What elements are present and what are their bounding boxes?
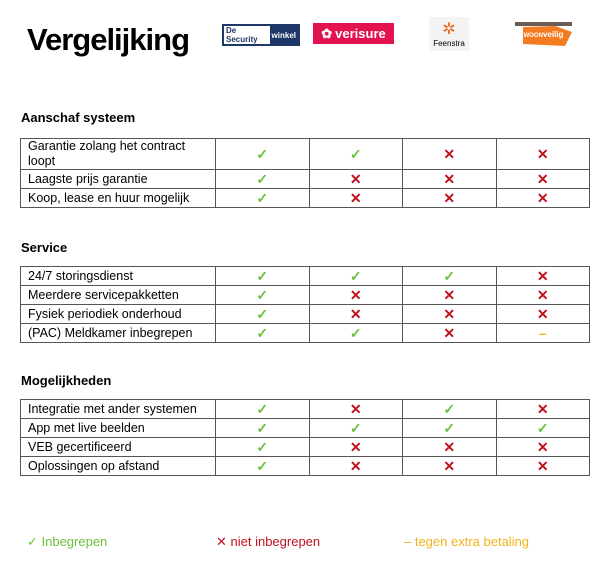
cross-icon: ✕ [496,189,590,208]
check-icon: ✓ [309,267,403,286]
cross-icon: ✕ [403,457,497,476]
check-icon: ✓ [496,419,590,438]
feature-label: Oplossingen op afstand [21,457,216,476]
dash-icon: – [496,324,590,343]
logo-text: verisure [335,26,386,41]
feature-label: 24/7 storingsdienst [21,267,216,286]
cross-icon: ✕ [496,170,590,189]
logo-feenstra [429,17,469,51]
cross-icon: ✕ [309,400,403,419]
check-icon: ✓ [216,457,310,476]
feature-label: VEB gecertificeerd [21,438,216,457]
table-row [21,267,590,286]
check-icon: ✓ [309,139,403,170]
feature-label: Integratie met ander systemen [21,400,216,419]
check-icon: ✓ [403,419,497,438]
check-icon: ✓ [216,267,310,286]
comparison-table [20,266,590,343]
table-row [21,400,590,419]
cross-icon: ✕ [496,286,590,305]
check-icon: ✓ [216,139,310,170]
table-row [21,305,590,324]
cross-icon: ✕ [496,457,590,476]
cross-icon: ✕ [403,286,497,305]
cross-icon: ✕ [403,324,497,343]
check-icon: ✓ [403,267,497,286]
check-icon: ✓ [216,324,310,343]
check-icon: ✓ [309,324,403,343]
logo-woonveilig [515,22,572,46]
table-row [21,170,590,189]
table-row [21,438,590,457]
logo-de-securitywinkel [222,24,300,46]
cross-icon: ✕ [309,305,403,324]
comparison-table [20,138,590,208]
feature-label: Garantie zolang het contract loopt [21,139,216,170]
comparison-table [20,399,590,476]
legend-extra-payment: – tegen extra betaling [404,534,530,549]
check-icon: ✓ [216,305,310,324]
logo-text: WOONveilig [523,29,564,39]
feature-label: Laagste prijs garantie [21,170,216,189]
cross-icon: ✕ [403,305,497,324]
feature-label: Meerdere servicepakketten [21,286,216,305]
cross-icon: ✕ [403,139,497,170]
cross-icon: ✕ [496,438,590,457]
cross-icon: ✕ [403,189,497,208]
check-icon: ✓ [216,189,310,208]
section-heading: Service [21,240,68,255]
cross-icon: ✕ [403,170,497,189]
cross-icon: ✕ [309,170,403,189]
section-heading: Aanschaf systeem [21,110,136,125]
legend-not-included: ✕ niet inbegrepen [216,534,321,549]
cross-icon: ✕ [309,438,403,457]
table-row [21,139,590,170]
check-icon: ✓ [403,400,497,419]
check-icon: ✓ [216,400,310,419]
check-icon: ✓ [216,438,310,457]
check-icon: ✓ [216,170,310,189]
feature-label: Fysiek periodiek onderhoud [21,305,216,324]
logo-text: De Security [224,26,270,44]
legend-included: ✓ Inbegrepen [27,534,108,549]
logo-verisure [313,23,394,44]
table-row [21,286,590,305]
table-row [21,189,590,208]
cross-icon: ✕ [496,139,590,170]
flower-icon: ✿ [321,25,333,41]
cross-icon: ✕ [496,267,590,286]
cross-icon: ✕ [309,189,403,208]
feature-label: (PAC) Meldkamer inbegrepen [21,324,216,343]
page-title: Vergelijking [27,22,190,57]
section-heading: Mogelijkheden [21,373,112,388]
check-icon: ✓ [216,286,310,305]
check-icon: ✓ [309,419,403,438]
table-row [21,419,590,438]
feature-label: App met live beelden [21,419,216,438]
cross-icon: ✕ [403,438,497,457]
cross-icon: ✕ [496,400,590,419]
feature-label: Koop, lease en huur mogelijk [21,189,216,208]
table-row [21,457,590,476]
table-row [21,324,590,343]
logo-text: winkel [270,26,298,44]
cross-icon: ✕ [309,457,403,476]
cross-icon: ✕ [496,305,590,324]
check-icon: ✓ [216,419,310,438]
butterfly-icon: ✲ [442,20,456,38]
logo-text: Feenstra [433,38,465,48]
cross-icon: ✕ [309,286,403,305]
